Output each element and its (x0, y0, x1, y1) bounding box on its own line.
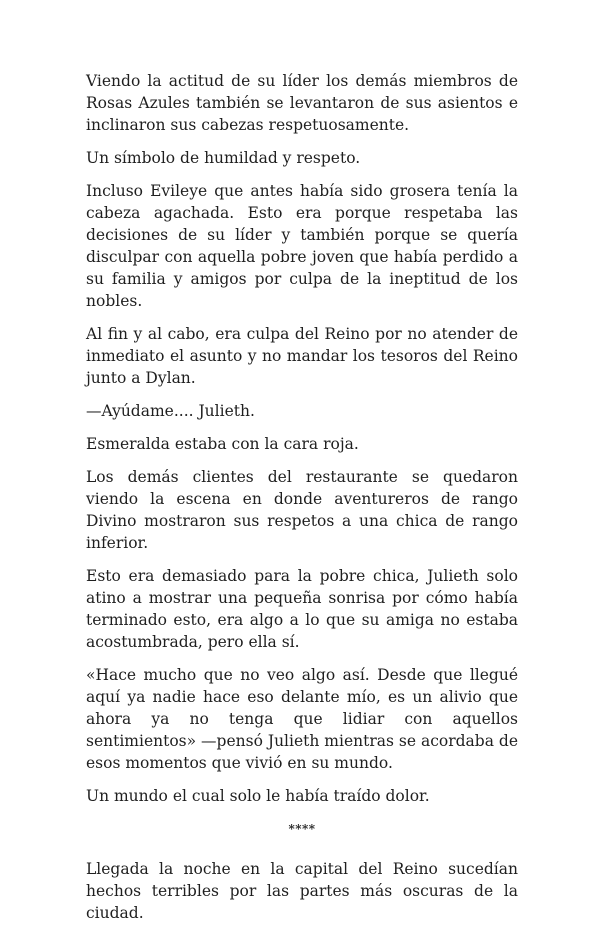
book-page (86, 70, 518, 935)
paragraph: «Hace mucho que no veo algo así. Desde que llegué aquí ya nadie hace eso delante mío, es un alivio que ahora ya no tenga que lidiar con aquellos sentimientos» —pensó Julieth mientras se acordaba de esos momentos que vivió en su mundo. (86, 666, 518, 772)
paragraph: Viendo la actitud de su líder los demás miembros de Rosas Azules también se levantaron de sus asientos e inclinaron sus cabezas respetuosamente. (86, 72, 518, 134)
paragraph: Un mundo el cual solo le había traído dolor. (86, 787, 430, 805)
paragraph: Esto era demasiado para la pobre chica, Julieth solo atino a mostrar una pequeña sonrisa por cómo había terminado esto, era algo a lo que su amiga no estaba acostumbrada, pero ella sí. (86, 567, 518, 651)
paragraph: Esmeralda estaba con la cara roja. (86, 435, 359, 453)
paragraph: Los demás clientes del restaurante se quedaron viendo la escena en donde aventureros de rango Divino mostraron sus respetos a una chica de rango inferior. (86, 468, 518, 552)
paragraph: Un símbolo de humildad y respeto. (86, 149, 361, 167)
paragraph: Al fin y al cabo, era culpa del Reino por no atender de inmediato el asunto y no mandar los tesoros del Reino junto a Dylan. (86, 325, 518, 387)
paragraph: Llegada la noche en la capital del Reino sucedían hechos terribles por las partes más oscuras de la ciudad. (86, 860, 518, 922)
scene-separator: **** (288, 822, 316, 836)
dialogue-line: —Ayúdame.... Julieth. (86, 402, 255, 420)
paragraph: Incluso Evileye que antes había sido grosera tenía la cabeza agachada. Esto era porque respetaba las decisiones de su líder y también porque se quería disculpar con aquella pobre joven que había perdido a su familia y amigos por culpa de la ineptitud de los nobles. (86, 182, 518, 310)
